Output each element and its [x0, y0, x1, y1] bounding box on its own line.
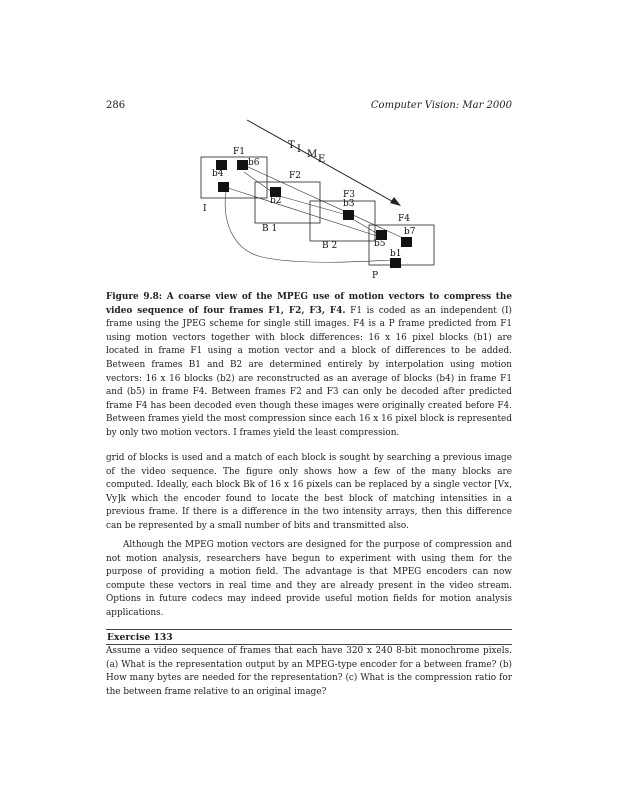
block-b6	[237, 160, 248, 170]
label-b4: b4	[212, 169, 224, 179]
label-i: I	[203, 204, 207, 214]
motion-line-b2-b3	[276, 195, 347, 215]
block-b7	[401, 237, 412, 247]
time-arrowhead-icon	[390, 197, 401, 206]
exercise-rule-top	[106, 629, 512, 630]
block-b4-lower	[218, 182, 229, 192]
label-b1: b1	[390, 249, 402, 259]
label-f2: F2	[289, 171, 301, 181]
label-b3: b3	[343, 199, 355, 209]
block-b1	[390, 258, 401, 268]
paragraph-2: Although the MPEG motion vectors are designed for the purpose of compression and not motion analysis, researchers have begun to experiment with using them for the purpose of providing a motion field. The advantage is that MPEG encoders can now compute these vectors in real time and they are already present in the video stream. Options in future codecs may indeed provide useful motion fields for motion analysis applications.	[106, 540, 512, 618]
paragraph-1: grid of blocks is used and a match of each block is sought by searching a previous image of the video sequence. The figure only shows how a few of the many blocks are computed. Ideally, each block Bk of 16 x 16 pixels can be replaced by a single vector [Vx, Vy]k which the encoder found to locate the best block of matching intensities in a previous frame. If there is a difference in the two intensity arrays, then this difference can be represented by a small number of bits and transmitted also.	[106, 453, 512, 531]
label-f4: F4	[398, 214, 410, 224]
block-b3	[343, 210, 354, 220]
motion-curve-b4-b1	[225, 192, 392, 262]
label-p: P	[372, 271, 379, 281]
figure-caption-body: F1 is coded as an independent (I) frame using the JPEG scheme for single still images. F4 is a P frame predicted from F1 using motion vectors together with block differences: 16 x 16 pixel blocks (b1) are located in frame F1 using a motion vector and a block of differences to be added. Between frames B1 and B2 are determined entirely by interpolation using motion vectors: 16 x 16 blocks (b2) are reconstructed as an average of blocks (b4) in frame F1 and (b5) in frame F4. Between frames F2 and F3 can only be decoded after predicted frame F4 has been decoded even though these images were originally created before F4. Between frames yield the most compression since each 16 x 16 pixel block is represented by only two motion vectors. I frames yield the least compression.	[106, 305, 512, 438]
label-f3: F3	[343, 190, 355, 200]
time-letter-t: T	[288, 140, 295, 151]
label-b7: b7	[404, 227, 416, 237]
label-b6: b6	[248, 158, 260, 168]
label-b1-frame: B 1	[262, 224, 278, 234]
exercise-body: Assume a video sequence of frames that each have 320 x 240 8-bit monochrome pixels. (a) What is the representation output by an MPEG-type encoder for a between frame? (b) How many bytes are needed for the representation? (c) What is the compression ratio for the between frame relative to an original image?	[106, 646, 512, 697]
mpeg-figure	[0, 0, 618, 290]
figure-caption	[106, 291, 512, 441]
label-b2-frame: B 2	[322, 241, 338, 251]
time-letter-i: I	[297, 144, 301, 155]
page-number: 286	[106, 100, 126, 111]
label-b5: b5	[374, 239, 386, 249]
time-letter-m: M	[307, 149, 318, 160]
label-b2: b2	[270, 196, 282, 206]
label-f1: F1	[233, 147, 245, 157]
exercise-title: Exercise 133	[107, 632, 173, 643]
figure-caption-title: Figure 9.8: A coarse view of the MPEG use of motion vectors to compress the video sequence of four frames F1, F2, F3, F4.	[106, 292, 512, 316]
running-title: Computer Vision: Mar 2000	[370, 100, 512, 111]
time-letter-e: E	[318, 154, 326, 165]
